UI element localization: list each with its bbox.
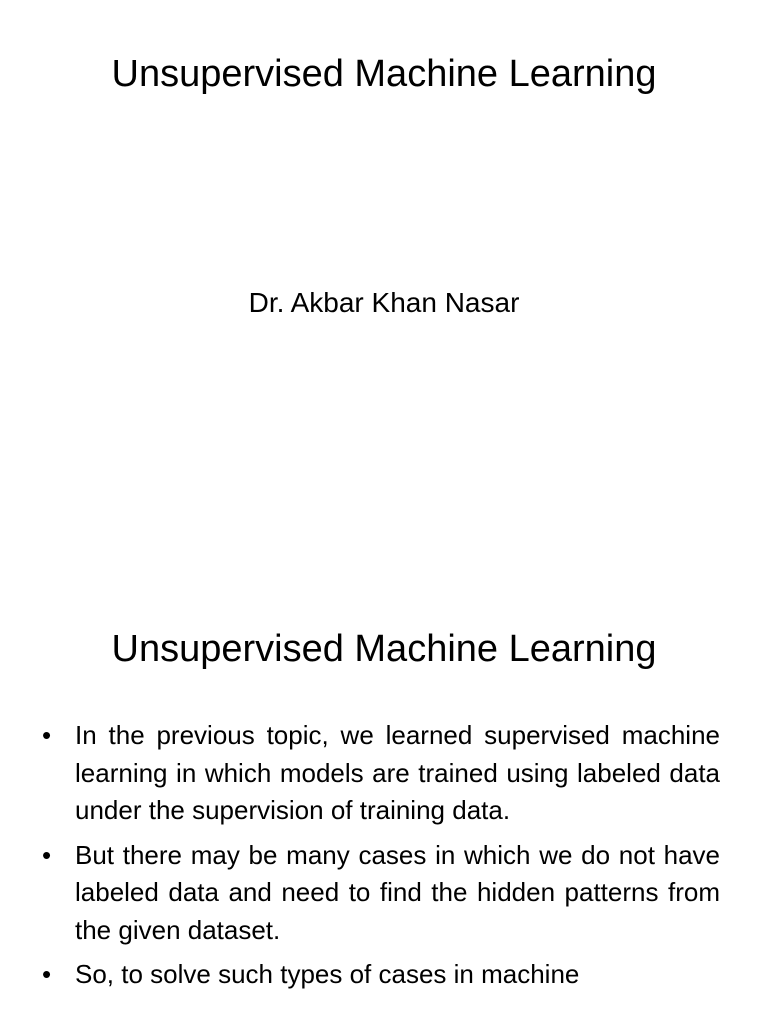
bullet-list [42,717,720,1001]
bullet-icon: • [42,839,52,870]
bullet-text: So, to solve such types of cases in machine [75,959,580,989]
bullet-icon: • [42,720,52,750]
bullet-item [42,837,720,950]
content-slide [0,576,768,1024]
bullet-text: But there may be many cases in which we do not have labeled data and need to find the hidden patterns from the given dataset. [75,839,720,945]
bullet-item [42,956,720,994]
slide-title: Unsupervised Machine Learning [111,53,657,95]
bullet-icon: • [42,959,52,989]
bullet-item [42,717,720,830]
bullet-text: In the previous topic, we learned supervised machine learning in which models are trained using labeled data under the supervision of training data. [75,720,720,825]
slide-title: Unsupervised Machine Learning [111,628,657,670]
author-name: Dr. Akbar Khan Nasar [248,287,520,318]
